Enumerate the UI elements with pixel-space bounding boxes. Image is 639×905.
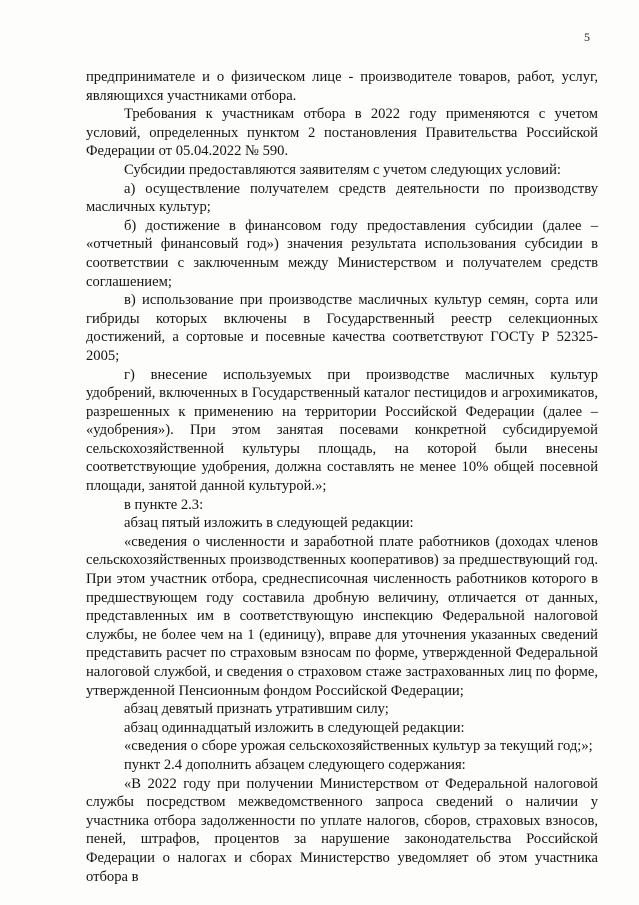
paragraph: г) внесение используемых при производстве масличных культур удобрений, включенных в Государственный каталог пестицидов и агрохимикатов, разрешенных к применению на территории Российской Федерации (далее – «удобрения»). При этом занятая посевами конкретной субсидируемой сельскохозяйственной культуры площадь, на которой были внесены соответствующие удобрения, должна составлять не менее 10% общей посевной площади, занятой данной культурой.»; (86, 366, 598, 495)
paragraph: «В 2022 году при получении Министерством от Федеральной налоговой службы посредством межведомственного запроса сведений о наличии у участника отбора задолженности по уплате налогов, сборов, страховых взносов, пеней, штрафов, процентов за нарушение законодательства Российской Федерации о налогах и сборах Министерство уведомляет об этом участника отбора в (86, 775, 598, 885)
document-body (86, 68, 598, 886)
paragraph: абзац девятый признать утратившим силу; (124, 701, 389, 718)
page-number: 5 (584, 30, 590, 44)
paragraph: Требования к участникам отбора в 2022 году применяются с учетом условий, определенных пунктом 2 постановления Правительства Российской Федерации от 05.04.2022 № 590. (86, 106, 598, 160)
paragraph: в пункте 2.3: (124, 496, 204, 513)
paragraph: абзац пятый изложить в следующей редакции: (124, 515, 414, 532)
paragraph: предпринимателе и о физическом лице - производителе товаров, работ, услуг, являющихся участниками отбора. (86, 69, 598, 104)
paragraph: Субсидии предоставляются заявителям с учетом следующих условий: (124, 161, 561, 178)
paragraph: «сведения о сборе урожая сельскохозяйственных культур за текущий год;»; (124, 738, 593, 755)
paragraph: б) достижение в финансовом году предоставления субсидии (далее – «отчетный финансовый год») значения результата использования субсидии в соответствии с заключенным между Министерством и получателем средств соглашением; (86, 217, 598, 290)
paragraph: абзац одиннадцатый изложить в следующей редакции: (124, 719, 465, 736)
paragraph: в) использование при производстве масличных культур семян, сорта или гибриды которых включены в Государственный реестр селекционных достижений, а сортовые и посевные качества соответствуют ГОСТу Р 52325-2005; (86, 292, 598, 364)
paragraph: а) осуществление получателем средств деятельности по производству масличных культур; (86, 180, 598, 216)
paragraph: «сведения о численности и заработной плате работников (доходах членов сельскохозяйственных производственных кооперативов) за предшествующий год. При этом участник отбора, среднесписочная численность работников которого в предшествующем году составила дробную величину, отличается от данных, представленных им в соответствующую инспекцию Федеральной налоговой службы, не более чем на 1 (единицу), вправе для уточнения указанных сведений представить расчет по страховым взносам по форме, утвержденной Федеральной налоговой службой, и сведения о страховом стаже застрахованных лиц по форме, утвержденной Пенсионным фондом Российской Федерации; (86, 533, 598, 699)
paragraph: пункт 2.4 дополнить абзацем следующего содержания: (124, 756, 466, 773)
